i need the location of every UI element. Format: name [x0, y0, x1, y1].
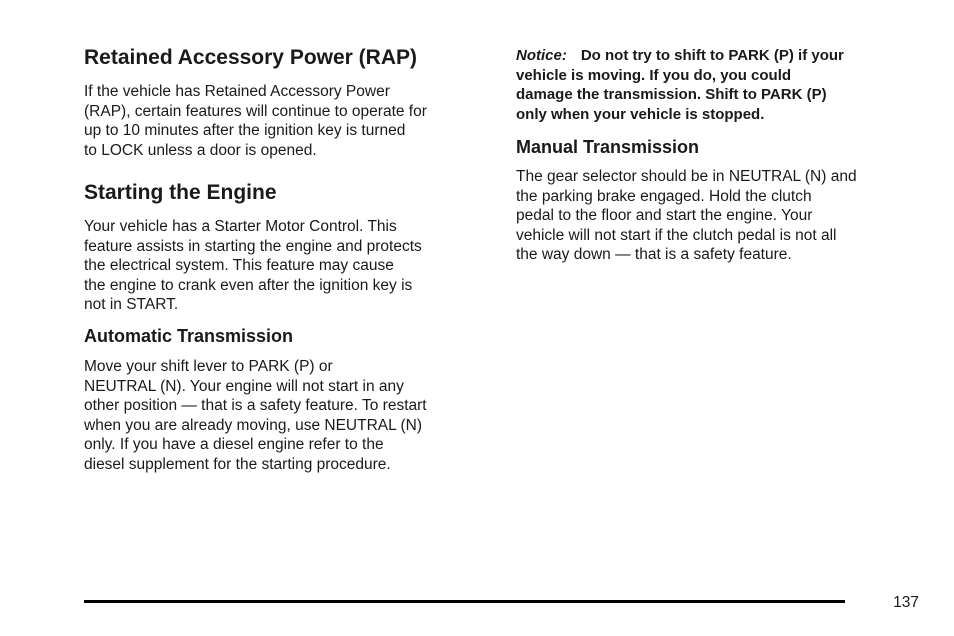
- footer-rule: [84, 600, 845, 603]
- paragraph-line: up to 10 minutes after the ignition key is turned: [84, 122, 406, 140]
- paragraph-line: the way down — that is a safety feature.: [516, 246, 792, 264]
- notice-block: [516, 46, 844, 124]
- starting-engine-paragraph: [84, 217, 422, 315]
- notice-line: only when your vehicle is stopped.: [516, 105, 765, 123]
- page-number: 137: [893, 594, 919, 611]
- paragraph-line: Move your shift lever to PARK (P) or: [84, 358, 333, 375]
- paragraph-line: feature assists in starting the engine and protects: [84, 237, 422, 255]
- paragraph-line: the engine to crank even after the ignition key is: [84, 276, 413, 294]
- rap-heading: Retained Accessory Power (RAP): [84, 46, 417, 69]
- paragraph-line: the parking brake engaged. Hold the clutch: [516, 187, 812, 205]
- paragraph-line: NEUTRAL (N). Your engine will not start in any: [84, 377, 404, 395]
- rap-paragraph: [84, 82, 427, 160]
- manual-transmission-paragraph: [516, 167, 857, 265]
- automatic-transmission-paragraph: [84, 357, 427, 475]
- notice-line: damage the transmission. Shift to PARK (P): [516, 86, 827, 104]
- paragraph-line: (RAP), certain features will continue to operate for: [84, 102, 427, 120]
- paragraph-line: If the vehicle has Retained Accessory Power: [84, 83, 390, 100]
- paragraph-line: when you are already moving, use NEUTRAL (N): [84, 416, 422, 434]
- notice-first-line: [516, 46, 844, 66]
- notice-label: Notice:: [516, 47, 567, 64]
- paragraph-line: other position — that is a safety feature. To restart: [84, 397, 427, 415]
- notice-line: vehicle is moving. If you do, you could: [516, 66, 792, 84]
- notice-line: Do not try to shift to PARK (P) if your: [580, 47, 844, 64]
- automatic-transmission-heading: Automatic Transmission: [84, 326, 294, 346]
- paragraph-line: only. If you have a diesel engine refer to the: [84, 436, 384, 454]
- paragraph-line: The gear selector should be in NEUTRAL (N) and: [516, 168, 857, 185]
- paragraph-line: diesel supplement for the starting procedure.: [84, 455, 391, 473]
- paragraph-line: to LOCK unless a door is opened.: [84, 141, 317, 159]
- starting-engine-heading: Starting the Engine: [84, 181, 277, 204]
- paragraph-line: pedal to the floor and start the engine. Your: [516, 207, 813, 225]
- paragraph-line: not in START.: [84, 296, 179, 314]
- paragraph-line: vehicle will not start if the clutch pedal is not all: [516, 226, 837, 244]
- paragraph-line: the electrical system. This feature may cause: [84, 257, 394, 275]
- manual-transmission-heading: Manual Transmission: [516, 137, 700, 157]
- paragraph-line: Your vehicle has a Starter Motor Control. This: [84, 218, 397, 235]
